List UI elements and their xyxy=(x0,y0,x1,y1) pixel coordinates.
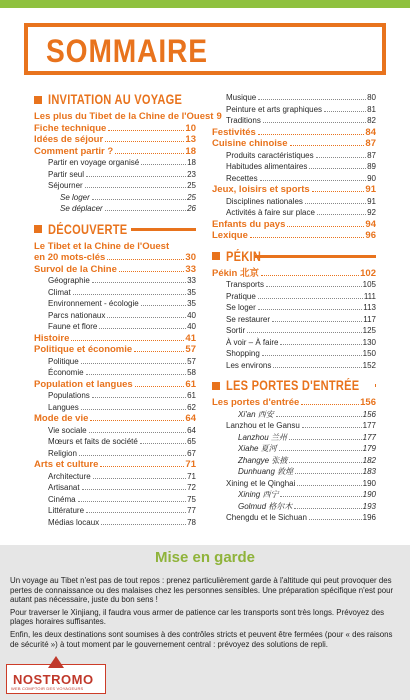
toc-subentry[interactable]: Partir en voyage organisé 18 xyxy=(48,158,196,167)
toc-subentry[interactable]: Littérature 77 xyxy=(48,506,196,515)
toc-subentry[interactable]: Architecture 71 xyxy=(48,471,196,481)
toc-subentry[interactable]: Géographie 33 xyxy=(48,276,196,285)
logo-tagline: WEB COMPTOIR DES VOYAGEURS xyxy=(11,686,84,691)
toc-subentry[interactable]: Vie sociale 64 xyxy=(48,425,196,435)
warning-paragraph: Pour traverser le Xinjiang, il faudra vous armer de patience car les transports sont très longs. Prévoyez des plages horaires suffisantes. xyxy=(10,607,385,627)
toc-subentry[interactable]: Recettes 90 xyxy=(226,173,376,183)
section-square-icon xyxy=(212,382,220,390)
toc-subentry[interactable]: Les environs 152 xyxy=(226,360,376,370)
section-title: DÉCOUVERTE xyxy=(48,221,128,237)
toc-entry[interactable]: Population et langues 61 xyxy=(34,378,196,390)
toc-entry[interactable]: Pékin 北京 102 xyxy=(212,267,376,279)
page-title: SOMMAIRE xyxy=(46,33,208,69)
toc-subsubentry[interactable]: Dunhuang 敦煌 183 xyxy=(238,467,376,476)
toc-subentry[interactable]: Parcs nationaux 40 xyxy=(48,310,196,320)
toc-subentry[interactable]: Économie 58 xyxy=(48,368,196,377)
toc-entry[interactable]: en 20 mots-clés 30 xyxy=(34,252,196,263)
toc-entry[interactable]: Histoire 41 xyxy=(34,332,196,344)
warning-title: Mise en garde xyxy=(154,549,256,566)
section-square-icon xyxy=(212,252,220,260)
toc-subentry[interactable]: Religion 67 xyxy=(48,448,196,458)
section-header-invitation xyxy=(34,92,196,107)
toc-subsubentry[interactable]: Golmud 格尔木 193 xyxy=(238,501,376,511)
toc-entry[interactable]: Politique et économie 57 xyxy=(34,344,196,355)
toc-subentry[interactable]: Pratique 111 xyxy=(226,291,376,301)
toc-right-column xyxy=(212,92,376,524)
toc-subsubentry[interactable]: Xiahe 夏河 179 xyxy=(238,444,376,453)
warning-text xyxy=(10,576,402,652)
toc-subentry[interactable]: Populations 61 xyxy=(48,391,196,400)
toc-entry[interactable]: Cuisine chinoise 87 xyxy=(212,138,376,149)
title-frame xyxy=(24,23,386,75)
toc-entry[interactable]: Jeux, loisirs et sports 91 xyxy=(212,184,376,195)
toc-entry[interactable]: Le Tibet et la Chine de l'Ouest xyxy=(34,240,170,252)
toc-subentry[interactable]: Traditions 82 xyxy=(226,116,376,125)
toc-subentry[interactable]: Transports 105 xyxy=(226,280,376,289)
section-title: INVITATION AU VOYAGE xyxy=(48,92,183,107)
toc-left-column xyxy=(34,92,222,528)
toc-subentry[interactable]: Se restaurer 117 xyxy=(226,314,376,324)
section-title: LES PORTES D'ENTRÉE xyxy=(226,378,360,393)
toc-subsubentry[interactable]: Lanzhou 兰州 177 xyxy=(238,432,376,442)
section-header-portes xyxy=(212,378,376,393)
toc-subsubentry[interactable]: Xi'an 西安 156 xyxy=(238,409,376,419)
toc-subentry[interactable]: Sortir 125 xyxy=(226,326,376,335)
toc-subentry[interactable]: Médias locaux 78 xyxy=(48,517,196,527)
toc-subentry[interactable]: Faune et flore 40 xyxy=(48,322,196,331)
section-rule xyxy=(375,384,376,387)
section-square-icon xyxy=(34,225,42,233)
toc-subentry[interactable]: Shopping 150 xyxy=(226,349,376,358)
toc-subentry[interactable]: Xining et le Qinghai 190 xyxy=(226,478,376,488)
toc-subsubentry[interactable]: Xining 西宁 190 xyxy=(238,490,376,499)
toc-subentry[interactable]: Disciplines nationales 91 xyxy=(226,196,376,206)
title-banner xyxy=(0,18,410,82)
logo-mark-icon xyxy=(47,655,65,669)
toc-entry[interactable]: Les portes d'entrée 156 xyxy=(212,397,376,408)
toc-subentry[interactable]: Mœurs et faits de société 65 xyxy=(48,437,196,446)
toc-subentry[interactable]: Se loger 113 xyxy=(226,303,376,312)
toc-subentry[interactable]: Lanzhou et le Gansu 177 xyxy=(226,421,376,430)
toc-entry[interactable]: Enfants du pays 94 xyxy=(212,218,376,230)
toc-subsubentry[interactable]: Se loger 25 xyxy=(60,192,196,202)
toc-subsubentry[interactable]: Zhangye 张掖 182 xyxy=(238,455,376,465)
toc-subentry[interactable]: Habitudes alimentaires 89 xyxy=(226,162,376,171)
toc-subentry[interactable]: Climat 35 xyxy=(48,287,196,297)
section-title: PÉKIN xyxy=(226,248,262,264)
top-green-band xyxy=(0,0,410,8)
toc-subentry[interactable]: Activités à faire sur place 92 xyxy=(226,208,376,217)
toc-entry[interactable]: Survol de la Chine 33 xyxy=(34,263,196,275)
toc-entry[interactable]: Idées de séjour 13 xyxy=(34,134,196,145)
toc-entry[interactable]: Arts et culture 71 xyxy=(34,459,196,470)
toc-entry[interactable]: Comment partir ? 18 xyxy=(34,145,196,157)
toc-entry[interactable]: Mode de vie 64 xyxy=(34,413,196,424)
toc-subentry[interactable]: Musique 80 xyxy=(226,93,376,102)
toc-subentry[interactable]: Séjourner 25 xyxy=(48,181,196,190)
toc-subentry[interactable]: Environnement - écologie 35 xyxy=(48,299,196,308)
toc-subentry[interactable]: Peinture et arts graphiques 81 xyxy=(226,104,376,114)
section-header-decouverte xyxy=(34,222,196,237)
section-rule xyxy=(255,255,376,258)
toc-subentry[interactable]: Politique 57 xyxy=(48,356,196,366)
toc-entry[interactable]: Festivités 84 xyxy=(212,126,376,138)
toc-entry[interactable]: Fiche technique 10 xyxy=(34,122,196,134)
toc-entry[interactable]: Les plus du Tibet de la Chine de l'Ouest 9 xyxy=(34,111,222,122)
toc-entry[interactable]: Lexique 96 xyxy=(212,230,376,241)
section-header-pekin xyxy=(212,249,376,264)
toc-subentry[interactable]: Produits caractéristiques 87 xyxy=(226,150,376,160)
warning-paragraph: Un voyage au Tibet n'est pas de tout repos : prenez particulièrement garde à l'altitude qui peut provoquer des pertes de connaissance ou des malaises chez les personnes sensibles. Une préparation spécifique n'est pour autant pas nécessaire, juste du bon sens ! xyxy=(10,576,394,605)
toc-subentry[interactable]: Chengdu et le Sichuan 196 xyxy=(226,513,376,522)
nostromo-logo xyxy=(6,664,106,694)
toc-subentry[interactable]: Artisanat 72 xyxy=(48,483,196,492)
toc-subentry[interactable]: Partir seul 23 xyxy=(48,169,196,179)
warning-title-wrap xyxy=(130,549,280,571)
section-square-icon xyxy=(34,96,42,104)
toc-subentry[interactable]: Cinéma 75 xyxy=(48,494,196,504)
toc-subsubentry[interactable]: Se déplacer 26 xyxy=(60,204,196,213)
warning-paragraph: Enfin, les deux destinations sont soumises à des contrôles stricts et peuvent être fermées (pour « des raisons de sécurité ») à tout moment par le gouvernement central : prévoyez des solutions de repli. xyxy=(10,629,393,649)
section-rule xyxy=(131,228,196,231)
toc-subentry[interactable]: Langues 62 xyxy=(48,402,196,412)
toc-subentry[interactable]: À voir – À faire 130 xyxy=(226,337,376,347)
logo-name: NOSTROMO xyxy=(13,672,94,687)
